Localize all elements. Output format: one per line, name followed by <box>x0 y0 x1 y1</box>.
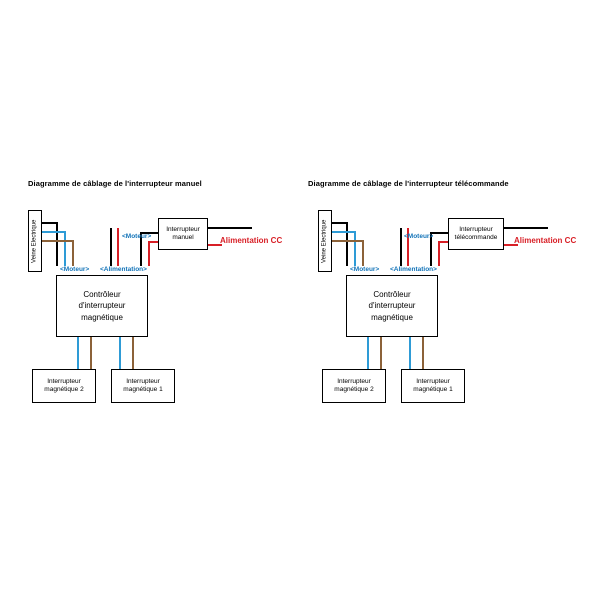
wire-black-power-v <box>56 222 58 266</box>
wire-brown-ms1-r <box>422 337 424 369</box>
diagram-title-manual: Diagramme de câblage de l'interrupteur manuel <box>28 179 202 188</box>
label-motor-top-remote: <Moteur> <box>404 233 434 240</box>
switch-box-line1-remote: Interrupteur <box>459 225 493 233</box>
wire-red-switch-down-r <box>438 241 440 266</box>
magnetic-switch-1-line1: Interrupteur <box>126 377 160 385</box>
wire-blue-ms1-r <box>409 337 411 369</box>
label-supply-left-manual: <Alimentation> <box>100 266 147 273</box>
wire-black-switch-left-r <box>432 232 448 234</box>
switch-box-line1: Interrupteur <box>166 225 200 233</box>
wire-brown-ms2 <box>90 337 92 369</box>
controller-line2: d'interrupteur <box>78 301 126 311</box>
wire-brown-ms1 <box>132 337 134 369</box>
magnetic-switch-1-box-manual <box>111 369 175 403</box>
wire-blue-power-v-r <box>354 231 356 266</box>
label-dc-power-remote: Alimentation CC <box>514 236 577 245</box>
power-source-box-remote: Veine Electrique <box>318 210 332 272</box>
wire-brown-power-h-r <box>332 240 364 242</box>
controller-line1-remote: Contrôleur <box>373 289 411 299</box>
wire-blue-ms2-r <box>367 337 369 369</box>
wire-blue-power-v <box>64 231 66 266</box>
wire-black-motor-r <box>400 228 402 266</box>
wire-red-motor <box>117 228 119 266</box>
magnetic-switch-2-line2: magnétique 2 <box>44 386 84 393</box>
controller-line2-remote: d'interrupteur <box>368 301 416 311</box>
wiring-diagram-remote <box>298 0 598 600</box>
wire-brown-power-h <box>42 240 74 242</box>
wire-black-dc <box>208 227 252 229</box>
magnetic-switch-2-box-remote <box>322 369 386 403</box>
controller-box-manual <box>56 275 148 337</box>
wire-brown-ms2-r <box>380 337 382 369</box>
wire-blue-power-h <box>42 231 66 233</box>
controller-line1: Contrôleur <box>83 289 121 299</box>
wire-red-switch-left <box>150 241 158 243</box>
controller-box-remote <box>346 275 438 337</box>
wire-black-power-v-r <box>346 222 348 266</box>
magnetic-switch-2-line1-remote: Interrupteur <box>337 377 371 385</box>
switch-box-remote <box>448 218 504 250</box>
magnetic-switch-2-box-manual <box>32 369 96 403</box>
wire-black-dc-r <box>504 227 548 229</box>
controller-line3: magnétique <box>81 312 123 322</box>
magnetic-switch-2-line1: Interrupteur <box>47 377 81 385</box>
wire-black-motor <box>110 228 112 266</box>
wire-blue-ms1 <box>119 337 121 369</box>
label-motor-left-manual: <Moteur> <box>60 266 90 273</box>
label-supply-left-remote: <Alimentation> <box>390 266 437 273</box>
switch-box-line2: manuel <box>172 234 194 241</box>
wire-blue-ms2 <box>77 337 79 369</box>
controller-line3-remote: magnétique <box>371 312 413 322</box>
label-dc-power-manual: Alimentation CC <box>220 236 283 245</box>
magnetic-switch-2-line2-remote: magnétique 2 <box>334 386 374 393</box>
label-motor-left-remote: <Moteur> <box>350 266 380 273</box>
wire-red-switch-down <box>148 241 150 266</box>
wire-blue-power-h-r <box>332 231 356 233</box>
switch-box-manual <box>158 218 208 250</box>
magnetic-switch-1-line2-remote: magnétique 1 <box>413 386 453 393</box>
switch-box-line2-remote: télécommande <box>454 234 498 241</box>
power-source-box-manual: Veine Electrique <box>28 210 42 272</box>
wire-brown-power-v-r <box>362 240 364 266</box>
magnetic-switch-1-line1-remote: Interrupteur <box>416 377 450 385</box>
diagram-title-remote: Diagramme de câblage de l'interrupteur télécommande <box>308 179 509 188</box>
magnetic-switch-1-box-remote <box>401 369 465 403</box>
wire-brown-power-v <box>72 240 74 266</box>
label-motor-top-manual: <Moteur> <box>122 233 152 240</box>
magnetic-switch-1-line2: magnétique 1 <box>123 386 163 393</box>
wire-red-switch-left-r <box>440 241 448 243</box>
